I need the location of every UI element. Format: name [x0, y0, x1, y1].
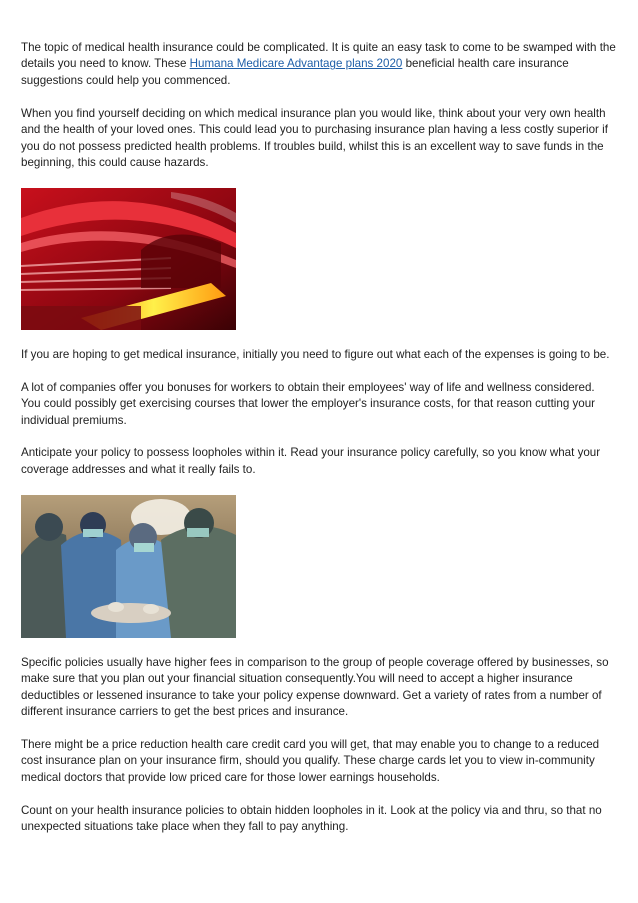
paragraph-specific-policies: Specific policies usually have higher fees in comparison to the group of people coverage offered by businesses, so make sure that you plan out your financial situation consequently.You will need to accept a higher insurance deductibles or lessened insurance to take your policy expense downward. Get a variety of rates from a number of different insurance carriers to get the best prices and insurance.: [21, 655, 609, 718]
paragraph-intro-text-end: beneficial health care insurance suggestions could help you commenced.: [21, 57, 569, 87]
paragraph-wellness-bonuses: A lot of companies offer you bonuses for workers to obtain their employees' way of life and wellness considered. You could possibly get exercising courses that lower the employer's insurance costs, for that reason cutting your individual premiums.: [21, 380, 596, 427]
paragraph-loopholes: Anticipate your policy to possess loopholes within it. Read your insurance policy carefully, so you know what your coverage addresses and what it really fails to.: [21, 446, 601, 476]
tanning-bed-image: [21, 188, 617, 330]
paragraph-expenses: If you are hoping to get medical insurance, initially you need to figure out what each of the expenses is going to be.: [21, 347, 610, 361]
paragraph-choosing-plan: When you find yourself deciding on which medical insurance plan you would like, think about your very own health and the health of your loved ones. This could lead you to purchasing insurance plan having a less costly superior if you do not possess predicted health problems. If troubles build, whilst this is an excellent way to save funds in the beginning, this could cause hazards.: [21, 106, 608, 169]
paragraph-discount-card: There might be a price reduction health care credit card you will get, that may enable you to change to a reduced cost insurance plan on your insurance firm, should you qualify. These charge cards let you to view in-community medical doctors that provide low priced care for those lower earnings households.: [21, 737, 600, 784]
paragraph-intro-text-start: The topic of medical health insurance could be complicated. It is quite an easy task to come to be swamped with the details you need to know. These: [21, 41, 616, 71]
article-body: [21, 40, 617, 852]
humana-medicare-link[interactable]: Humana Medicare Advantage plans 2020: [189, 57, 403, 71]
paragraph-intro: [21, 40, 617, 89]
surgeons-image: [21, 495, 617, 638]
paragraph-hidden-loopholes: Count on your health insurance policies to obtain hidden loopholes in it. Look at the policy via and thru, so that no unexpected situations take place when they fall to pay anything.: [21, 803, 602, 834]
